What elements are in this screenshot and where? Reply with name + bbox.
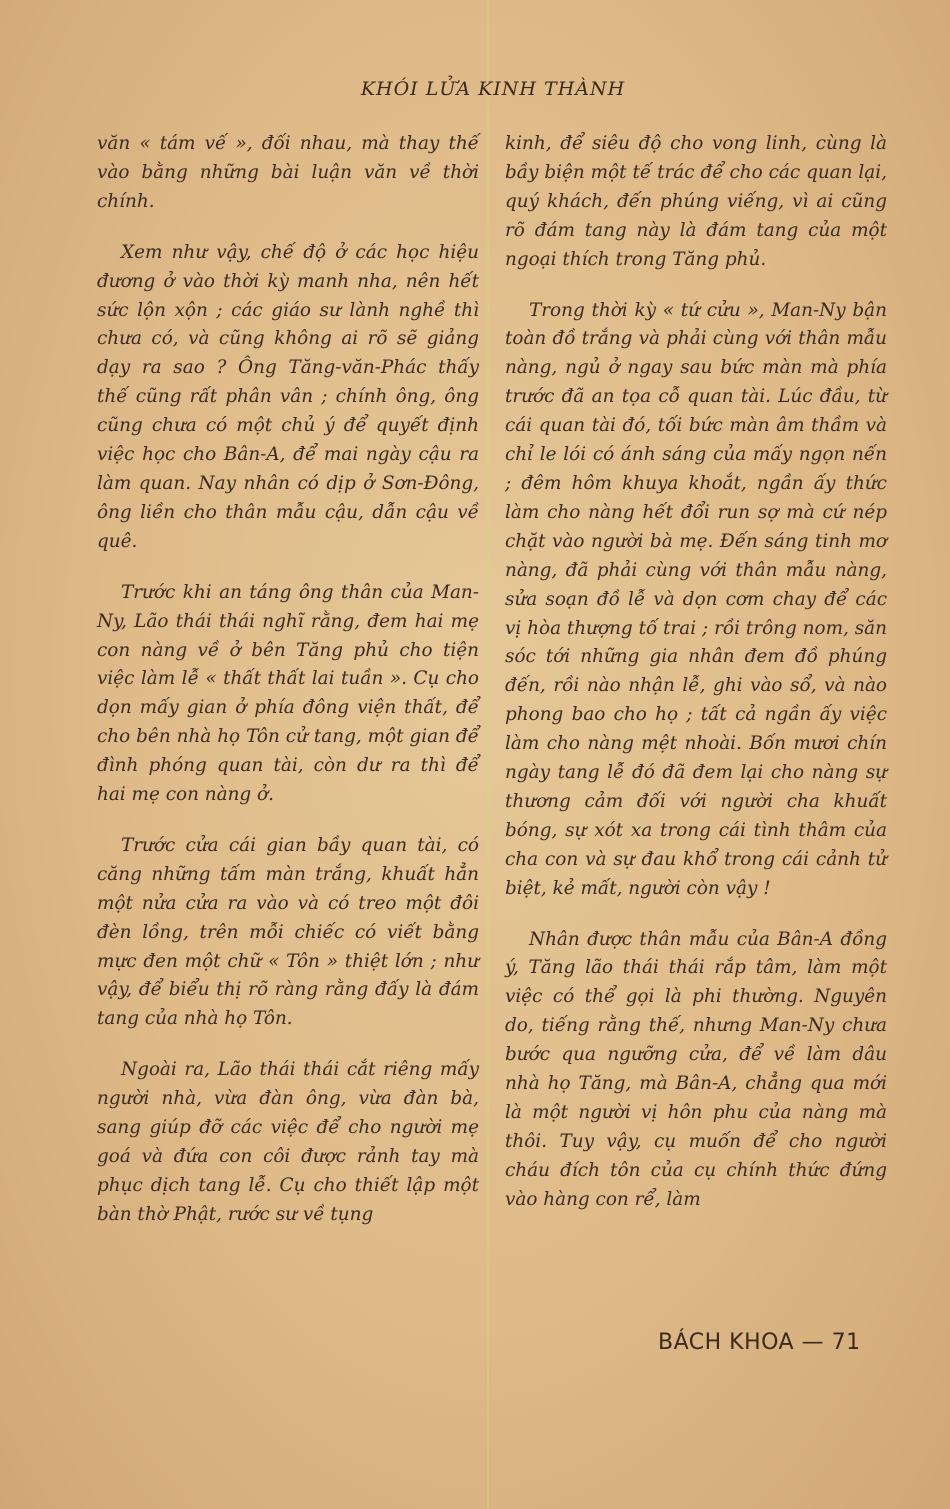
paragraph: Xem như vậy, chế độ ở các học hiệu đương ở vào thời kỳ manh nha, nên hết sức lộn xộn ; các giáo sư lành nghề thì chưa có, và cũng không ai rõ sẽ giảng dạy ra sao ? Ông Tăng-văn-Phác thấy thế cũng rất phân vân ; chính ông, ông cũng chưa có một chủ ý để quyết định việc học cho Bân-A, để mai ngày cậu ra làm quan. Nay nhân có dịp ở Sơn-Đông, ông liền cho thân mẫu cậu, dẫn cậu về quê. (97, 241, 479, 552)
running-head: KHÓI LỬA KINH THÀNH (360, 78, 626, 100)
paragraph: Trước cửa cái gian bầy quan tài, có căng những tấm màn trắng, khuất hẳn một nửa cửa ra vào và có treo một đôi đèn lồng, trên mỗi chiếc có viết bằng mực đen một chữ « Tôn » thiệt lớn ; như vậy, để biểu thị rõ ràng rằng đấy là đám tang của nhà họ Tôn. (97, 834, 479, 1030)
right-column (505, 130, 887, 1237)
paragraph: văn « tám vế », đối nhau, mà thay thế vào bằng những bài luận văn về thời chính. (97, 133, 479, 212)
page-footer: BÁCH KHOA — 71 (658, 1330, 861, 1355)
paragraph: Ngoài ra, Lão thái thái cắt riêng mấy người nhà, vừa đàn ông, vừa đàn bà, sang giúp đỡ các việc để cho người mẹ goá và đứa con côi được rảnh tay mà phục dịch tang lễ. Cụ cho thiết lập một bàn thờ Phật, rước sư về tụng (97, 1059, 479, 1225)
paragraph: Trước khi an táng ông thân của Man-Ny, Lão thái thái nghĩ rằng, đem hai mẹ con nàng về ở bên Tăng phủ cho tiện việc làm lễ « thất thất lai tuần ». Cụ cho dọn mấy gian ở phía đông viện thất, để cho bên nhà họ Tôn cử tang, một gian để đình phóng quan tài, còn dư ra thì để hai mẹ con nàng ở. (97, 581, 479, 806)
left-column (97, 130, 479, 1252)
paragraph: Nhân được thân mẫu của Bân-A đồng ý, Tăng lão thái thái rắp tâm, làm một việc có thể gọi là phi thường. Nguyên do, tiếng rằng thế, nhưng Man-Ny chưa bước qua ngưỡng cửa, để về làm dâu nhà họ Tăng, mà Bân-A, chẳng qua mới là một người vị hôn phu của nàng mà thôi. Tuy vậy, cụ muốn để cho người cháu đích tôn của cụ chính thức đứng vào hàng con rể, làm (505, 928, 887, 1210)
paragraph: kinh, để siêu độ cho vong linh, cùng là bầy biện một tế trác để cho các quan lại, quý khách, đến phúng viếng, vì ai cũng rõ đám tang này là đám tang của một ngoại thích trong Tăng phủ. (505, 133, 887, 270)
paragraph: Trong thời kỳ « tứ cửu », Man-Ny bận toàn đồ trắng và phải cùng với thân mẫu nàng, ngủ ở ngay sau bức màn mà phía trước đã an tọa cỗ quan tài. Lúc đầu, từ cái quan tài đó, tối bức màn âm thầm và chỉ le lói có ánh sáng của mấy ngọn nến ; đêm hôm khuya khoắt, ngần ấy thức làm cho nàng hết đổi run sợ mà cứ nép chặt vào người bà mẹ. Đến sáng tinh mơ nàng, đã phải cùng với thân mẫu nàng, sửa soạn đồ lễ và dọn cơm chay để các vị hòa thượng tố trai ; rồi trông nom, săn sóc tới những gia nhân đem đồ phúng đến, rồi nào nhận lễ, ghi vào sổ, và nào phong bao cho họ ; tất cả ngần ấy việc làm cho nàng mệt nhoài. Bốn mươi chín ngày tang lễ đó đã đem lại cho nàng sự thương cảm đối với người cha khuất bóng, sự xót xa trong cái tình thâm của cha con và sự đau khổ trong cái cảnh tử biệt, kẻ mất, người còn vậy ! (505, 299, 887, 899)
